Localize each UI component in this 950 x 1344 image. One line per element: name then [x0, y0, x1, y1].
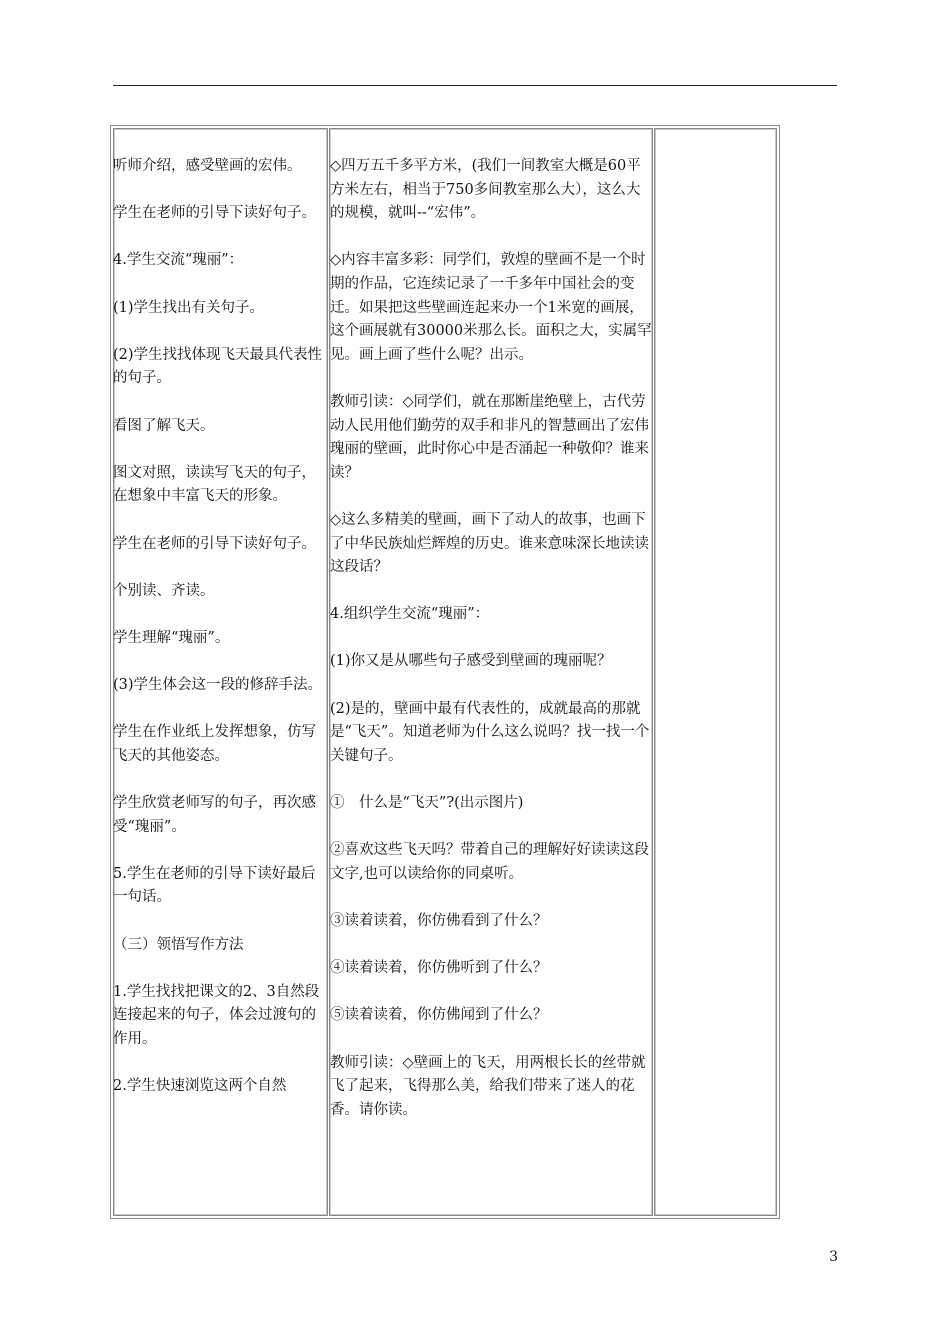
paragraph: 教师引读：◇同学们，就在那断崖绝壁上，古代劳动人民用他们勤劳的双手和非凡的智慧画出了宏伟瑰丽的壁画，此时你心中是否涌起一种敬仰？谁来读？ — [330, 393, 649, 481]
paragraph: ⑤读着读着，你仿佛闻到了什么？ — [330, 1007, 548, 1024]
paragraph: 5.学生在老师的引导下读好最后一句话。 — [113, 865, 316, 906]
paragraph: ④读着读着，你仿佛听到了什么？ — [330, 960, 548, 977]
paragraph: 学生欣赏老师写的句子，再次感受“瑰丽”。 — [113, 795, 316, 835]
teacher-guidance-column — [330, 155, 653, 1146]
paragraph: 2.学生快速浏览这两个自然 — [113, 1078, 287, 1095]
paragraph: (2)学生找找体现飞天最具代表性的句子。 — [113, 346, 323, 387]
paragraph: 学生在老师的引导下读好句子。 — [113, 205, 316, 222]
section-heading: （三）领悟写作方法 — [113, 936, 244, 953]
paragraph: 学生在作业纸上发挥想象，仿写飞天的其他姿态。 — [113, 724, 316, 764]
paragraph: (1)你又是从哪些句子感受到壁画的瑰丽呢？ — [330, 653, 612, 670]
paragraph: (1)学生找出有关句子。 — [113, 299, 265, 316]
paragraph: (2)是的，壁画中最有代表性的，成就最高的那就是“飞天”。知道老师为什么这么说吗？找一找一个关键句子。 — [330, 700, 650, 764]
paragraph: 4.组织学生交流“瑰丽”： — [330, 606, 490, 623]
paragraph: 图文对照，读读写飞天的句子，在想象中丰富飞天的形象。 — [113, 464, 316, 505]
paragraph: ②喜欢这些飞天吗？带着自己的理解好好读读这段文字,也可以读给你的同桌听。 — [330, 842, 649, 882]
paragraph: ◇这么多精美的壁画，画下了动人的故事，也画下了中华民族灿烂辉煌的历史。谁来意味深长地读读这段话？ — [330, 511, 649, 576]
table-cell-notes — [654, 128, 777, 1216]
student-activities-column — [113, 155, 329, 1122]
paragraph: 看图了解飞天。 — [113, 417, 215, 434]
paragraph: 听师介绍，感受壁画的宏伟。 — [113, 158, 302, 174]
paragraph: 学生在老师的引导下读好句子。 — [113, 535, 316, 552]
paragraph: ③读着读着，你仿佛看到了什么？ — [330, 913, 548, 929]
paragraph: ◇四万五千多平方米，(我们一间教室大概是60平方米左右，相当于750多间教室那么大），这么大的规模，就叫--“宏伟”。 — [330, 158, 641, 222]
paragraph: (3)学生体会这一段的修辞手法。 — [113, 677, 323, 694]
paragraph: ◇内容丰富多彩：同学们，敦煌的壁画不是一个时期的作品，它连续记录了一千多年中国社会的变迁。如果把这些壁画连起来办一个1米宽的画展，这个画展就有30000米那么长。面积之大，实属罕见。画上画了些什么呢？出示。 — [330, 252, 652, 363]
paragraph: 学生理解“瑰丽”。 — [113, 629, 230, 646]
paragraph: 1.学生找找把课文的2、3自然段连接起来的句子，体会过渡句的作用。 — [113, 983, 320, 1047]
paragraph: 教师引读：◇壁画上的飞天，用两根长长的丝带就飞了起来，飞得那么美，给我们带来了迷人的花香。请你读。 — [330, 1054, 646, 1118]
page-number: 3 — [829, 1249, 838, 1265]
paragraph: ① 什么是“飞天”?(出示图片) — [330, 795, 524, 812]
paragraph: 4.学生交流“瑰丽”： — [113, 252, 244, 269]
paragraph: 个别读、齐读。 — [113, 582, 215, 599]
header-rule — [113, 85, 837, 86]
